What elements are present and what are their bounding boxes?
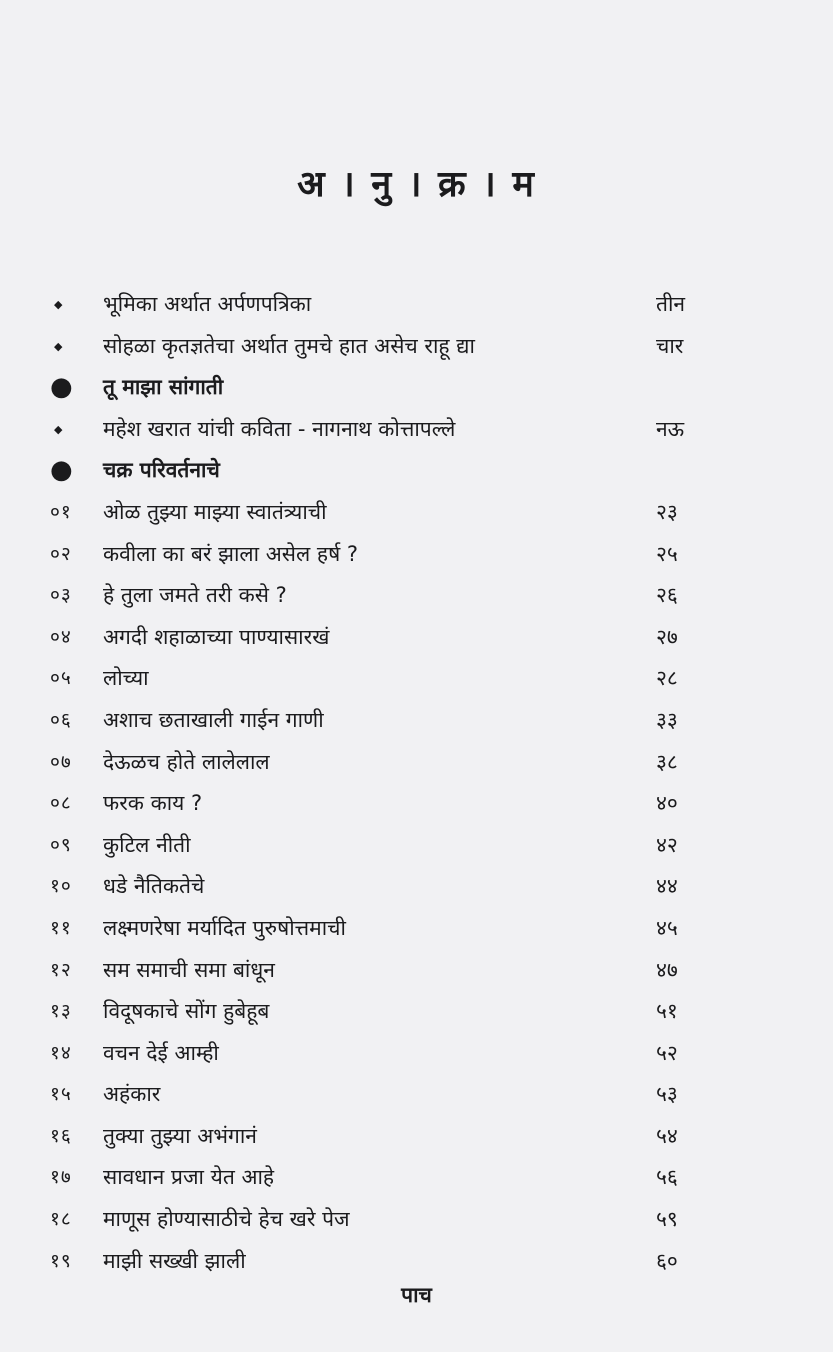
entry-page-number: चार [656,333,684,358]
entry-number: ०९ [50,833,72,856]
entry-page-number: ५६ [656,1165,678,1190]
entry-number: १८ [50,1208,72,1231]
entry-title: फरक काय ? [103,791,203,816]
toc-entry [0,1033,833,1075]
entry-title: ओळ तुझ्या माझ्या स्वातंत्र्याची [103,499,327,524]
entry-title: सावधान प्रजा येत आहे [103,1165,275,1190]
toc-entry [0,950,833,992]
toc-entry [0,866,833,908]
entry-title: माझी सख्खी झाली [103,1248,246,1273]
entry-title: लोच्या [103,666,149,691]
entry-number: १३ [50,1000,72,1023]
toc-entry [0,1157,833,1199]
entry-title: वचन देई आम्ही [103,1040,219,1065]
diamond-bullet-icon: ◆ [54,339,63,353]
entry-page-number: २८ [656,666,678,691]
entry-number: १६ [50,1124,72,1147]
toc-entry [0,742,833,784]
entry-title: सम समाची समा बांधून [103,957,275,982]
entry-title: सोहळा कृतज्ञतेचा अर्थात तुमचे हात असेच राहू द्या [103,333,475,358]
entry-page-number: २६ [656,583,678,608]
entry-number: १९ [50,1249,72,1272]
entry-title: माणूस होण्यासाठीचे हेच खरे पेज [103,1207,350,1232]
entry-title: भूमिका अर्थात अर्पणपत्रिका [103,292,312,316]
entry-page-number: ४५ [656,915,678,940]
toc-entry [0,1074,833,1116]
entry-page-number: ४७ [656,957,678,982]
entry-page-number: ४४ [656,874,678,899]
entry-title: अगदी शहाळाच्या पाण्यासारखं [103,624,330,649]
entry-title: धडे नैतिकतेचे [103,874,205,899]
entry-page-number: ५३ [656,1082,678,1107]
entry-title: देऊळच होते लालेलाल [103,749,270,774]
toc-entry [0,1199,833,1241]
toc-entry [0,284,833,326]
toc-entry [0,367,833,409]
toc-entry [0,575,833,617]
entry-page-number: ३८ [656,749,678,774]
entry-page-number: ५२ [656,1040,678,1065]
entry-title: कवीला का बरं झाला असेल हर्ष ? [103,541,359,566]
entry-number: ०६ [50,708,72,731]
entry-page-number: ५१ [656,999,678,1024]
toc-entry [0,825,833,867]
table-of-contents [0,284,833,1282]
diamond-bullet-icon: ◆ [54,298,63,311]
toc-entry [0,617,833,659]
entry-number: ११ [50,916,72,939]
entry-title: तुक्या तुझ्या अभंगानं [103,1123,257,1148]
entry-title: अहंकार [103,1082,161,1107]
entry-number: १० [50,875,72,898]
toc-entry [0,1241,833,1283]
toc-entry [0,991,833,1033]
entry-page-number: नऊ [656,416,685,441]
entry-number: ०३ [50,584,72,607]
section-bullet-icon: ● [50,455,73,486]
entry-page-number: ६० [656,1248,678,1273]
toc-entry [0,908,833,950]
toc-entry [0,450,833,492]
entry-title: महेश खरात यांची कविता - नागनाथ कोत्तापल्ले [103,416,456,441]
entry-number: ०७ [50,750,72,773]
toc-entry [0,492,833,534]
toc-entry [0,326,833,368]
entry-page-number: ५९ [656,1207,678,1232]
entry-number: १४ [50,1041,72,1064]
entry-page-number: तीन [656,292,686,316]
entry-number: ०८ [50,792,72,815]
entry-title: लक्ष्मणरेषा मर्यादित पुरुषोत्तमाची [103,915,346,940]
toc-entry [0,783,833,825]
diamond-bullet-icon: ◆ [54,422,63,436]
entry-title: अशाच छताखाली गाईन गाणी [103,707,324,732]
entry-page-number: २३ [656,499,678,524]
entry-number: ०१ [50,500,72,523]
entry-page-number: २५ [656,541,678,566]
entry-number: १७ [50,1166,72,1189]
toc-entry [0,1116,833,1158]
entry-number: १५ [50,1083,72,1106]
entry-title: हे तुला जमते तरी कसे ? [103,583,287,608]
section-heading: चक्र परिवर्तनाचे [103,458,220,483]
section-bullet-icon: ● [50,372,73,403]
toc-entry [0,534,833,576]
entry-title: कुटिल नीती [103,832,191,857]
entry-page-number: २७ [656,624,678,649]
entry-page-number: ३३ [656,707,678,732]
entry-page-number: ४० [656,791,678,816]
entry-title: विदूषकाचे सोंग हुबेहूब [103,999,270,1024]
page-number-footer: पाच [401,1283,432,1307]
entry-number: ०४ [50,625,72,648]
entry-page-number: ५४ [656,1123,678,1148]
toc-entry [0,409,833,451]
toc-entry [0,700,833,742]
page-title: अ । नु । क्र । म [297,164,536,205]
entry-page-number: ४२ [656,832,678,857]
entry-number: १२ [50,958,72,981]
toc-entry [0,658,833,700]
section-heading: तू माझा सांगाती [103,375,224,400]
entry-number: ०२ [50,542,72,565]
entry-number: ०५ [50,667,72,690]
